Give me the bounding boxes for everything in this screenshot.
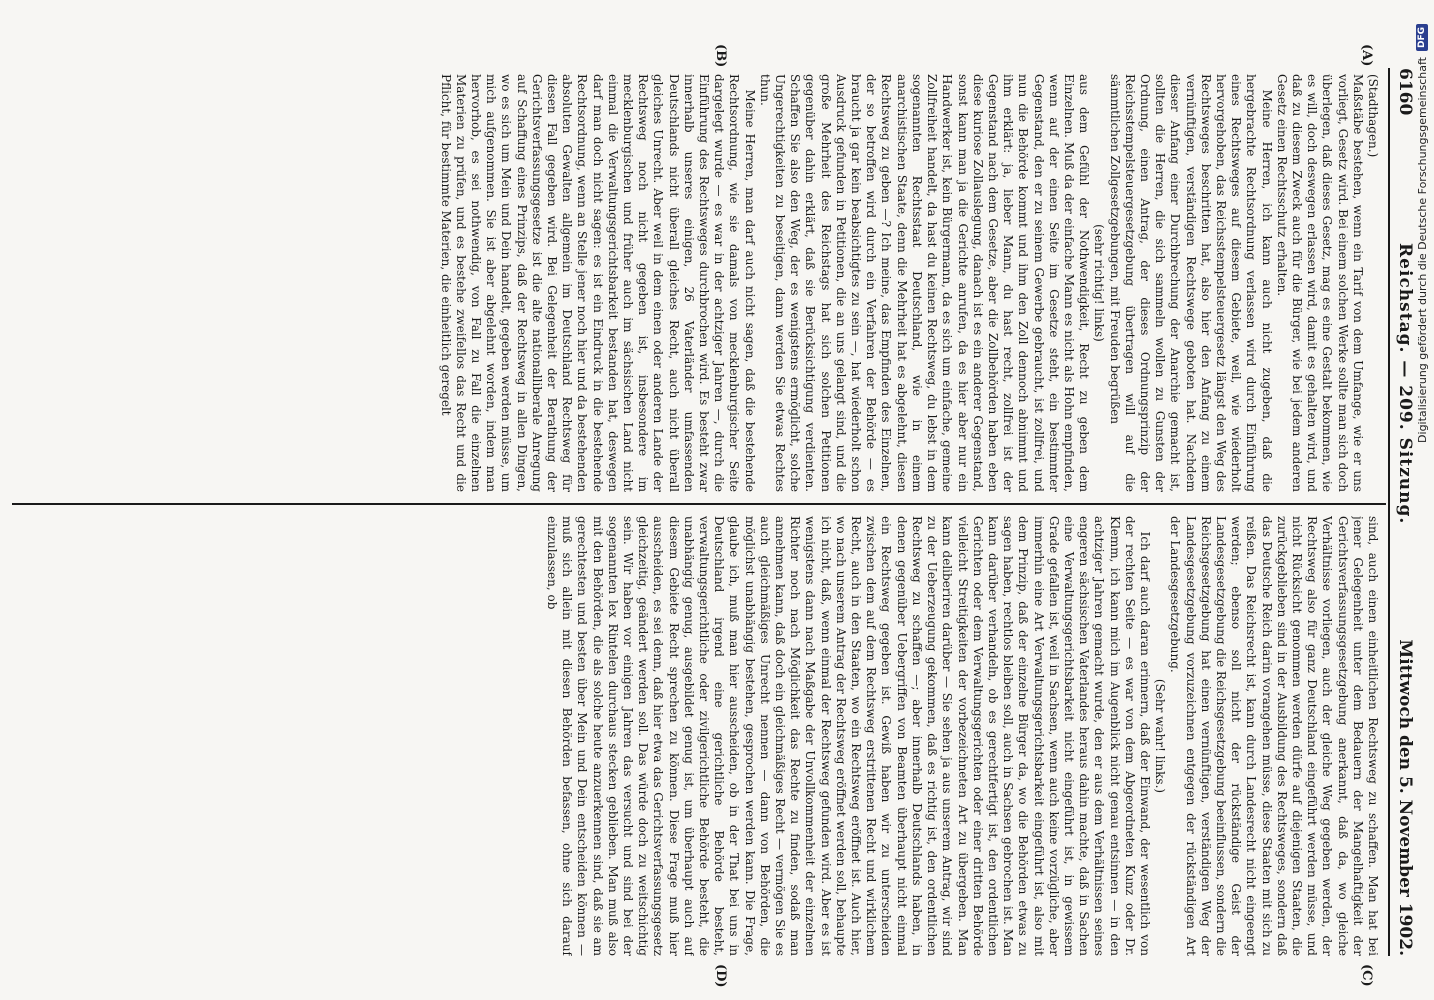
digitization-credit — [1412, 0, 1432, 1000]
paragraph: aus dem Gefühl der Nothwendigkeit, Recht zu geben dem Einzelnen. Muß da der einfache Mann es nicht als Hohn empfinden, wenn auf der einen Seite im Gesetze steht, ein bestimmter Gegenstand, den er zu seinem Gewerbe gebraucht, ist zollfrei, und nun die Behörde kommt und ihm den Zoll dennoch abnimmt und ihm erklärt: ja, lieber Mann, du hast recht, zollfrei ist der Gegenstand nach dem Gesetze, aber die Zollbehörden haben eben diese kuriose Zollauslegung, danach ist es ein anderer Gegenstand, sonst kann man ja die Gerichte anrufen, da es hier aber nur ein Handwerker ist, kein Bürgermann, da es sich um einfache, gemeine Zollfreiheit handelt, da hast du keinen Rechtsweg, du lebst in dem sogenannten Rechtsstaat Deutschland, wie in einem anarchistischen Staate, denn die Mehrheit hat es abgelehnt, diesen Rechtsweg zu geben —? Ich meine, das Empfinden des Einzelnen, der so betroffen wird durch ein Verfahren der Behörde — es braucht ja gar kein beabsichtigtes zu sein —, hat wiederholt schon Ausdruck gefunden in Petitionen, die an uns gelangt sind, und die große Mehrheit des Reichstags hat sich solchen Petitionen gegenüber dahin erklärt, daß sie Berücksichtigung verdienten. Schaffen Sie also den Weg, der es wenigstens ermöglicht, solche Ungerechtigkeiten zu beseitigen, dann werden Sie etwas Rechtes thun. — [757, 74, 1092, 492]
interjection: (Sehr wahr! links.) — [1153, 678, 1168, 794]
paragraph: sind, auch einen einheitlichen Rechtsweg zu schaffen. Man hat bei jener Gelegenheit unter dem Bedauern der Mangelhaftigkeit der Gerichtsverfassungsgesetzgebung anerkannt, daß da, wo gleiche Verhältnisse vorliegen, auch der gleiche Weg gegeben werden, der Rechtsweg also für ganz Deutschland eingeführt werden müsse, und nicht Rücksicht genommen werden dürfe auf diejenigen Staaten, die zurückgeblieben sind in der Ausbildung des Rechtsweges, sondern daß das Deutsche Reich darin vorangehen müsse, diese Staaten mit sich zu reißen. Das Reichsrecht ist, kann durch Landesrecht nicht eingeengt werden; ebenso soll nicht der rückständige Geist der Landesgesetzgebung die Reichsgesetzgebung beeinflussen, sondern die Reichsgesetzgebung hat einen vernünftigen, verständigen Weg der Landesgesetzgebung vorzuzeichnen entgegen der rückständigen Art der Landesgesetzgebung. — [1168, 516, 1380, 956]
speaker-name: (Stadthagen.) — [1366, 74, 1380, 158]
column-divider — [12, 503, 1386, 505]
paragraph: Meine Herren, man darf auch nicht sagen, daß die bestehende Rechtsordnung, wie sie damals von mecklenburgischer Seite dargelegt wurde — es war in der achtziger Jahren —, durch die Einführung des Rechtsweges durchbrochen wird. Es besteht zwar innerhalb unseres einigen, 26 Vaterländer umfassenden Deutschlands nicht überall gleiches Recht, auch nicht überall gleiches Unrecht. Aber weil in dem einen oder anderen Lande der Rechtsweg noch nicht gegeben ist, insbesondere im mecklenburgischen und früher auch im sächsischen Land nicht einmal die Verwaltungsgerichtsbarkeit bestanden hat, deswegen darf man doch nicht sagen: es ist ein Eindruck in die bestehende Rechtsordnung, wenn an Stelle jener noch hier und da bestehenden absoluten Gewalten allgemein im Deutschland Rechtsweg für diesen Fall gegeben wird. Bei Gelegenheit der Berathung der Gerichtsverfassungsgesetze ist die alte nationalliberale Anregung auf Schaffung eines Prinzips, daß der Rechtsweg in allen Dingen, wo es sich um Mein und Dein handelt, gegeben werden müsse, um mich aufgenommen. Sie ist aber abgelehnt worden, indem man hervorhob, es sei nothwendig, von Fall zu Fall die einzelnen Materien zu prüfen, und es bestehe zweifellos das Recht und die Pflicht, für bestimmte Materien, die einheitlich geregelt — [438, 74, 757, 492]
page-title: Reichstag. — 209. Sitzung. — [1395, 243, 1415, 525]
section-marker-c: (C) — [1359, 964, 1374, 987]
interjection: (sehr richtig! links) — [1092, 224, 1107, 342]
text-column-left — [20, 74, 1380, 492]
dfg-logo-icon: DFG — [1416, 24, 1428, 51]
section-marker-d: (D) — [713, 964, 728, 988]
section-marker-a: (A) — [1359, 44, 1374, 67]
text-column-right — [20, 516, 1380, 956]
page-number: 6160 — [1395, 68, 1415, 116]
paragraph: Maßstäbe bestehen, wenn ein Tarif von dem Umfange, wie er uns vorliegt, Gesetz wird. Bei einem solchen Werke sollte man sich doch überlegen, daß dieses Gesetz, mag es eine Gestalt bekommen, wie es will, doch deswegen erlassen wird, damit es gehalten wird, und daß zu diesem Zweck auch für die Bürger, wie bei jedem anderen Gesetz einen Rechtsschutz erhalten. — [1274, 74, 1365, 492]
paragraph: Meine Herren, ich kann auch nicht zugeben, daß die hergebrachte Rechtsordnung verlassen wird durch Einführung eines Rechtsweges auf diesem Gebiete, weil, wie wiederholt hervorgehoben, das Reichsstempelsteuergesetz längst den Weg des Rechtsweges beschritten hat, also hier den Anfang zu einem vernünftigen, verständigen Rechtswege geboten hat. Nachdem dieser Anfang einer Durchbrechung der Anarchie gemacht ist, sollten die Herren, die sich sammeln wollen zu Gunsten der Ordnung, einen Antrag, der dieses Ordnungsprinzip der Reichsstempelsteuergesetzgebung übertragen will auf die sämmtlichen Zollgesetzgebungen, mit Freuden begrüßen — [1107, 74, 1274, 492]
paragraph: Ich darf auch daran erinnern, daß der Einwand, der wesentlich von der rechten Seite — es war von dem Abgeordneten Kunz oder Dr. Klemm, ich kann mich im Augenblick nicht genau entsinnen — in den achtziger Jahren gemacht wurde, den er aus dem Verhältnissen seines engeren sächsischen Vaterlandes heraus dahin machte, daß in Sachen eine Verwaltungsgerichtsbarkeit nicht eingeführt ist, in gewissem Grade gefallen ist, weil in Sachsen, wenn auch keine vorzügliche, aber immerhin eine Art Verwaltungsgerichtsbarkeit eingeführt ist, also mit dem Prinzip, daß der einzelne Bürger da, wo die Behörden etwas zu sagen haben, rechtlos bleiben soll, auch in Sachsen gebrochen ist. Man kann darüber verhandeln, ob es gerechtfertigt ist, den ordentlichen Gerichten oder dem Verwaltungsgerichten oder einer dritten Behörde vielleicht Streitigkeiten der vorbezeichneten Art zu übergeben. Man kann deliberiren darüber — Sie sehen ja aus unserem Antrag, wir sind zu der Ueberzeugung gekommen, daß es richtig ist, den ordentlichen Rechtsweg zu schaffen —; aber innerhalb Deutschlands haben, in denen gegenüber Uebergriffen von Beamten überhaupt nicht einmal ein Rechtsweg gegeben ist. Gewiß haben wir zu unterscheiden zwischen dem auf dem Rechtsweg erstrittenen Recht und wirklichem Recht, auch in den Staaten, wo ein Rechtsweg eröffnet ist. Auch hier, wo nach unserem Antrag der Rechtsweg eröffnet werden soll, behaupte ich nicht, daß, wenn einmal der Rechtsweg gefunden wird. Aber es ist wenigstens dann nach Maßgabe der Unvollkommenheit der einzelnen Richter noch nach Möglichkeit das Rechte zu finden, sodaß man annehmen kann, daß doch ein gleichmäßiges Recht — vermögen Sie es auch gleichmäßiges Unrecht nennen — dann von Behörden, die möglichst unabhängig bestehen, gesprochen werden kann. Die Frage, glaube ich, muß man hier ausscheiden, ob in der That bei uns in Deutschland irgend eine gerichtliche Behörde besteht, verwaltungsgerichtliche oder zivilgerichtliche Behörde besteht, die unabhängig genug, ausgebildet genug ist, um überhaupt auch auf diesem Gebiete Recht sprechen zu können. Diese Frage muß hier ausscheiden, es sei denn, daß hier etwa das Gerichtsverfassungsgesetz gleichzeitig, geändert werden soll. Das würde doch zu weitschichtig sein. Wir haben vor einigen Jahren das versucht und sind bei der sogenannten lex Rintelen durchaus stecken geblieben. Man muß also mit den Behörden, die als solche heute anzuerkennen sind, daß sie am gerechtesten und besten über Mein und Dein entscheiden können — muß sich allein mit diesen Behörden befassen, ohne sich darauf einzulassen, ob — [545, 516, 1152, 956]
credit-text: Digitalisierung gefördert durch die Deutsche Forschungsgemeinschaft — [1415, 57, 1429, 443]
section-marker-b: (B) — [713, 44, 728, 68]
session-date: Mittwoch den 5. November 1902. — [1395, 639, 1415, 956]
